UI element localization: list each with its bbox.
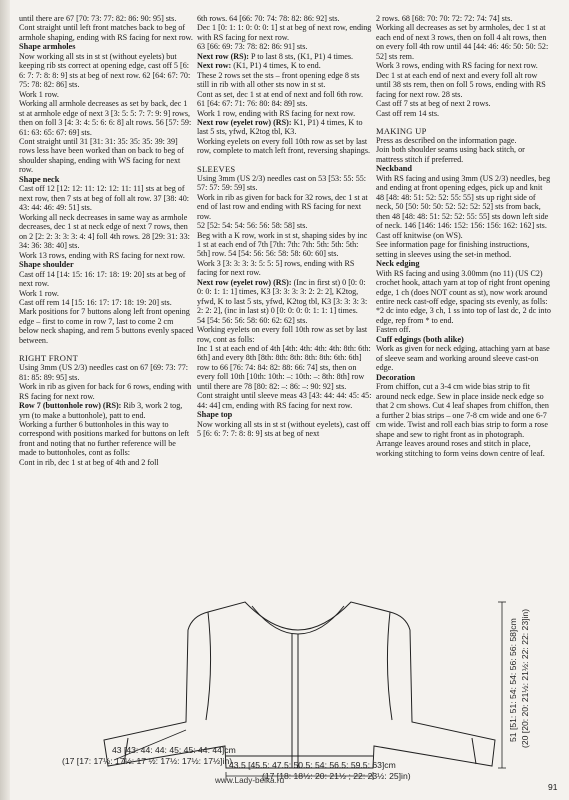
text-column-right [376,14,552,458]
paragraph: 2 rows. 68 [68: 70: 70: 72: 72: 74: 74] sts. [376,14,513,23]
paragraph: Work 1 row. [19,288,59,298]
paragraph: Cast off rem 14 [15: 16: 17: 17: 18: 19: 20] sts. [19,298,172,308]
paragraph [197,61,372,70]
paragraph: 63 [66: 69: 73: 78: 82: 86: 91] sts. [197,42,308,52]
paragraph: Working a further 6 buttonholes in this way to correspond with positions marked for buttons on left front and noting that no further reference will be made to buttonholes, cont as folls: [19,420,190,458]
paragraph: These 2 rows set the sts – front opening edge 8 sts still in rib with all other sts now in st st. [197,70,360,90]
paragraph: Cast off rem 14 sts. [376,108,440,118]
paragraph: Now working all sts in st st (without eyelets), cast off 5 [6: 6: 7: 7: 8: 8: 9] sts at beg of next [197,419,371,439]
paragraph: Work 1 row, ending with RS facing for next row. [197,108,356,118]
page-number: 91 [548,782,558,792]
cuff-line-right [472,738,476,764]
section-title-right-front: RIGHT FRONT [19,353,79,364]
section-title-sleeves: SLEEVES [197,163,236,174]
paragraph: Working all neck decreases in same way as armhole decreases, dec 1 st at neck edge of next 7 rows, then on 2 [2: 2: 3: 3: 3: 4: 4] foll 4th rows. 28 [29: 31: 33: 34: 36: 38: 40] sts. [19,212,190,251]
paragraph: Work 1 row. [19,89,59,99]
section-title-making-up: MAKING UP [376,125,427,136]
width-cm-label: 43.5 [45.5: 47.5: 50.5: 54: 56.5: 59.5: 63]cm [229,760,396,770]
paragraph: With RS facing and using 3.00mm (no 11) (US C2) crochet hook, attach yarn at top of right front opening edge, 1 ch (does NOT count as st), now work around entire neck cast-off edge, spacing sts evenly, as folls: *2 dc into edge, 3 ch, 1 ss into top of last dc, 2 dc into edge, rep from * to end. [376,268,551,325]
paragraph: until there are 67 [70: 73: 77: 82: 86: 90: 95] sts. [19,14,177,23]
sleeve-length-cm-label: 43 [43: 44: 44: 45: 45: 44: 44]cm [112,745,236,755]
section-heading-decoration: Decoration [376,372,416,382]
paragraph: Work 3 rows, ending with RS facing for next row. [376,61,538,71]
row-text: (Inc in first st) 0 [0: 0: 0: 0: 1: 1: 1] times, K3 [3: 3: 3: 3: 2: 2: 2], K2tog, yfwd, K to last 5 sts, yfwd, K2tog tbl, K3 [3: 3: 3: 3: 2: 2: 2], (inc in last st) 0 [0: 0: 0: 0: 1: 1: 1] times. [197,277,368,316]
text-column-left [19,14,194,467]
text-column-middle [197,14,372,439]
paragraph: Cont straight until 31 [31: 31: 35: 35: 35: 39: 39] rows less have been worked than on back to beg of shoulder shaping, ending with WS facing for next row. [19,137,184,175]
row-text: (K1, P1) 4 times, K to end. [231,61,321,71]
paragraph: 54 [54: 56: 56: 58: 60: 62: 62] sts. [197,315,308,325]
length-in-label: (20 [20: 20: 21½: 21½: 22: 22: 23]in) [520,608,530,748]
paragraph: Work in rib as given for back for 6 rows, ending with RS facing for next row. [19,382,192,401]
paragraph: Dec 1 st at each end of next and every foll alt row until 38 sts rem, then on foll 5 rows, ending with RS facing for next row. 28 sts. [376,70,546,99]
section-heading-shape-shoulder: Shape shoulder [19,260,74,270]
paragraph: Cont straight until left front matches back to beg of armhole shaping, ending with RS facing for next row. [19,23,193,42]
paragraph: 52 [52: 54: 54: 56: 56: 58: 58] sts. [197,221,308,231]
paragraph: From chiffon, cut a 3-4 cm wide bias strip to fit around neck edge. Sew in place inside neck edge so that 2 cm shows. Cut 4 leaf shapes from chiffon, then a further 2 bias strips – one 7-8 cm wide and one 6-7 cm wide. Twist and roll each bias strip to form a rose shape and sew to right front as in photograph. Arrange leaves around roses and stitch in place, working stitching to form veins down centre of leaf. [376,382,549,458]
section-heading-shape-top: Shape top [197,410,233,420]
armhole-line-right [387,612,392,720]
row-text: P to last 8 sts, (K1, P1) 4 times. [249,51,354,61]
row-text: K1, P1) 4 times, K to last 5 sts, yfwd, K2tog tbl, K3. [197,117,363,137]
paragraph: Dec 1 [0: 1: 1: 0: 0: 0: 1] st at beg of next row, ending with RS facing for next row. [197,23,372,42]
row-label: Next row: [197,61,232,71]
paragraph: Work 13 rows, ending with RS facing for next row. [19,250,185,260]
paragraph: Using 3mm (US 2/3) needles cast on 53 [53: 55: 55: 57: 57: 59: 59] sts. [197,173,367,193]
paragraph: With RS facing and using 3mm (US 2/3) needles, beg and ending at front opening edges, pick up and knit 48 [48: 48: 51: 52: 52: 55: 55] sts up right side of neck, 50 [50: 50: 50: 52: 52: 52: 52] sts from back, then 48 [48: 48: 51: 52: 52: 55: 55] sts down left side of neck. 146 [146: 146: 152: 156: 156: 162: 162] sts. [376,173,551,231]
row-label: Next row (RS): [197,51,249,61]
paragraph: Inc 1 st at each end of 4th [4th: 4th: 4th: 4th: 8th: 6th: 6th] and every 8th [8th: 8th: 8th: 8th: 8th: 6th: 6th] row to 66 [76: 74: 84: 82: 88: 66: 74] sts, then on every foll 10th [10th: 10th: –: 10th: –: 8th: 8th] row until there are 78 [80: 82: –: 86: –: 90: 92] sts. [197,343,371,391]
section-heading-neck-edging: Neck edging [376,259,420,269]
paragraph: Fasten off. [376,325,411,335]
section-heading-shape-neck: Shape neck [19,174,60,184]
paragraph: Cast off 12 [12: 12: 11: 12: 12: 11: 11] sts at beg of next row, then 7 sts at beg of foll alt row. 37 [38: 40: 43: 44: 46: 49: 51] sts. [19,184,190,213]
paragraph: Working eyelets on every foll 10th row as set by last row, complete to match left front, reversing shapings. [197,136,370,156]
paragraph: Cont in rib, dec 1 st at beg of 4th and 2 foll [19,457,159,467]
paragraph: Working all decreases as set by armholes, dec 1 st at each end of next 3 rows, then on foll 4 alt rows, then on every foll 4th row until 44 [44: 46: 46: 50: 50: 52: 52] sts rem. [376,23,549,61]
paragraph: Cont straight until sleeve meas 43 [43: 44: 44: 45: 45: 44: 44] cm, ending with RS facing for next row. [197,391,372,410]
width-in-label: (17 [18: 18½: 20: 21½ ; 22: 23½: 25]in) [262,771,411,781]
paragraph: Mark positions for 7 buttons along left front opening edge – first to come in row 7, last to come 2 cm below neck shaping, and rem 5 buttons evenly spaced between. [19,307,194,345]
paragraph: Beg with a K row, work in st st, shaping sides by inc 1 st at each end of 7th [7th: 7th: 7th: 5th: 5th: 5th: 5th] row. 54 [54: 56: 56: 58: 58: 60: 60] sts. [197,230,368,259]
row-text: Rib 3, work 2 tog, yrn (to make a buttonhole), patt to end. [19,401,183,420]
paragraph [19,401,194,420]
page-spine-shadow [0,0,10,800]
paragraph: Cast off 14 [14: 15: 16: 17: 18: 19: 20] sts at beg of next row. [19,269,186,289]
row-label: Row 7 (buttonhole row) (RS): [19,401,122,411]
paragraph: Work as given for neck edging, attaching yarn at base of sleeve seam and working around sleeve cast-on edge. [376,344,550,373]
paragraph: Working eyelets on every foll 10th row as set by last row, cont as folls: [197,325,368,344]
paragraph [197,52,372,61]
paragraph: 6th rows. 64 [66: 70: 74: 78: 82: 86: 92] sts. [197,14,340,23]
paragraph: Work 3 [3: 3: 3: 3: 5: 5: 5] rows, ending with RS facing for next row. [197,258,355,278]
paragraph: Cast off knitwise (on WS). [376,230,463,240]
row-label: Next row (eyelet row) (RS): [197,277,292,287]
website-watermark: www.Lady-belka.ru [215,776,285,785]
paragraph [197,118,372,137]
row-label: Next row (eyelet row) (RS): [197,117,292,127]
section-heading-shape-armholes: Shape armholes [19,42,76,52]
paragraph: Cont as set, dec 1 st at end of next and foll 6th row. 61 [64: 67: 71: 76: 80: 84: 89] sts. [197,89,364,109]
section-heading-cuff-edgings: Cuff edgings (both alike) [376,334,464,344]
length-cm-label: 51 [51: 51: 54: 54: 56: 56: 58]cm [508,618,518,742]
paragraph: Now working all sts in st st (without eyelets) but keeping rib sts correct at opening edge, cast off 5 [6: 6: 7: 7: 8: 8: 9] sts at beg of next row. 62 [64: 67: 70: 75: 78: 82: 86] sts. [19,51,191,90]
paragraph: Cast off 7 sts at beg of next 2 rows. [376,99,491,109]
sleeve-length-in-label: (17 [17: 17½: 17½: 17 ½: 17½: 17½: 17½]in) [62,756,233,766]
garment-outline [104,602,495,768]
paragraph: Press as described on the information page. [376,135,517,145]
section-heading-neckband: Neckband [376,164,412,174]
paragraph: Work in rib as given for back for 32 rows, dec 1 st at end of last row and ending with RS facing for next row. [197,192,368,221]
armhole-line-left [206,612,211,720]
paragraph: Using 3mm (US 2/3) needles cast on 67 [69: 73: 77: 81: 85: 89: 95] sts. [19,363,189,382]
paragraph: Join both shoulder seams using back stitch, or mattress stitch if preferred. [376,145,525,164]
paragraph: See information page for finishing instructions, setting in sleeves using the set-in method. [376,240,530,259]
paragraph [197,278,372,316]
paragraph: Working all armhole decreases as set by back, dec 1 st at armhole edge of next 3 [3: 5: 5: 7: 7: 9: 9] rows, then on foll 3 [4: 3: 4: 5: 6: 6: 8] alt rows. 56 [57: 59: 61: 63: 65: 67: 69] sts. [19,99,192,137]
